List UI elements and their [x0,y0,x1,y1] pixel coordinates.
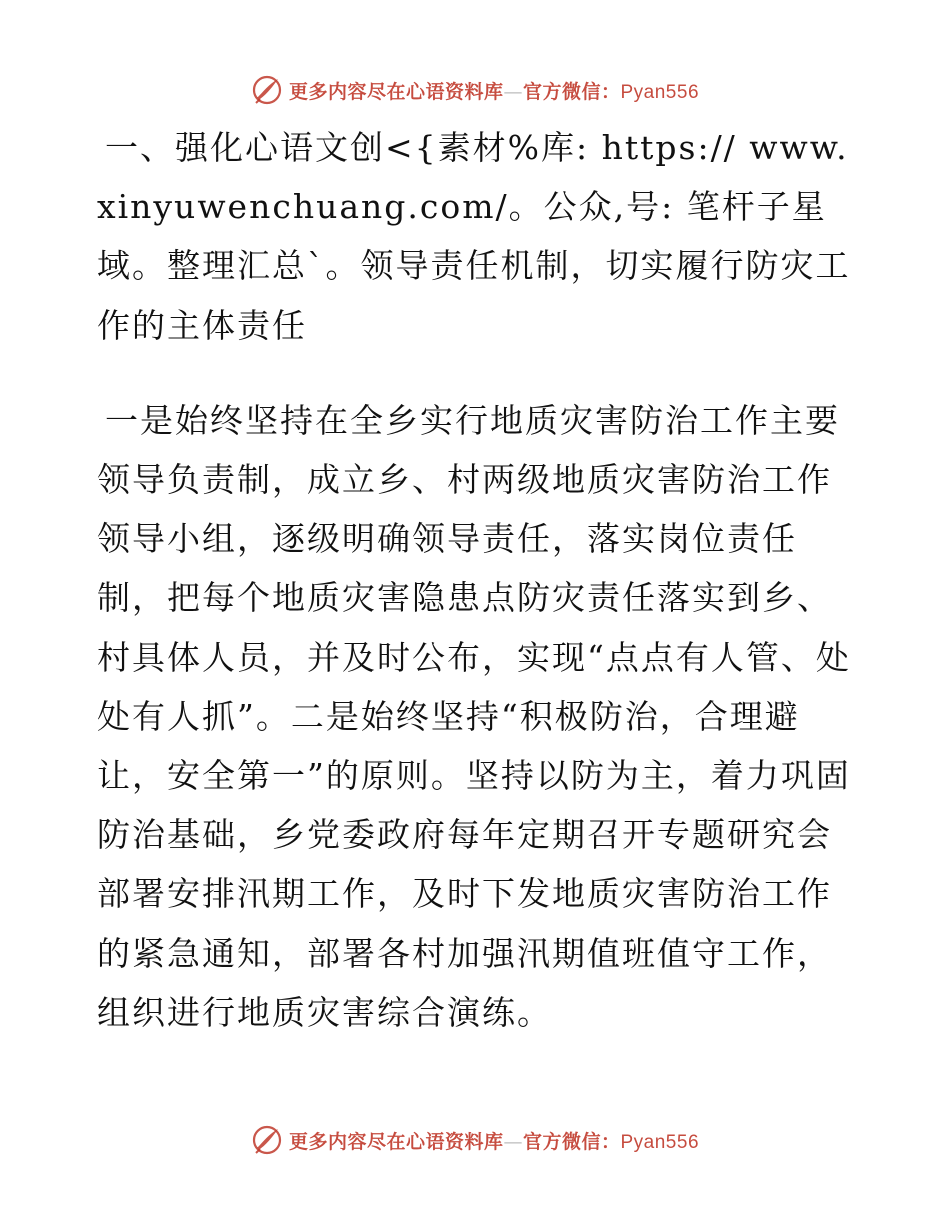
watermark-site: 更多内容尽在心语资料库 [288,1130,504,1153]
heading-text: 一、强化心语文创<{素材%库: https:// www.xinyuwenchuang.com/。公众,号: 笔杆子星域。整理汇总`。领导责任机制，切实履行防灾工作的主体责任 [97,128,851,345]
heading-paragraph [97,118,857,355]
watermark-wechat-label: 官方微信： [522,80,621,103]
watermark-text [289,1127,699,1154]
header-watermark [0,70,950,110]
watermark-text [289,77,699,104]
watermark-separator: — [503,80,523,103]
watermark-wechat-handle: Pyan556 [620,1131,700,1153]
document-body [97,118,857,1042]
watermark-wechat-handle: Pyan556 [620,81,700,103]
quill-logo-icon [251,1124,283,1156]
footer-watermark [0,1120,950,1160]
body-text: 一是始终坚持在全乡实行地质灾害防治工作主要领导负责制，成立乡、村两级地质灾害防治工作领导小组，逐级明确领导责任，落实岗位责任制，把每个地质灾害隐患点防灾责任落实到乡、村具体人员，并及时公布，实现“点点有人管、处处有人抓”。二是始终坚持“积极防治，合理避让，安全第一”的原则。坚持以防为主，着力巩固防治基础，乡党委政府每年定期召开专题研究会部署安排汛期工作，及时下发地质灾害防治工作的紧急通知，部署各村加强汛期值班值守工作，组织进行地质灾害综合演练。 [97,400,851,1032]
watermark-wechat-label: 官方微信： [522,1130,621,1153]
watermark-separator: — [503,1130,523,1153]
body-paragraph [97,391,857,1042]
quill-logo-icon [251,74,283,106]
watermark-site: 更多内容尽在心语资料库 [288,80,504,103]
